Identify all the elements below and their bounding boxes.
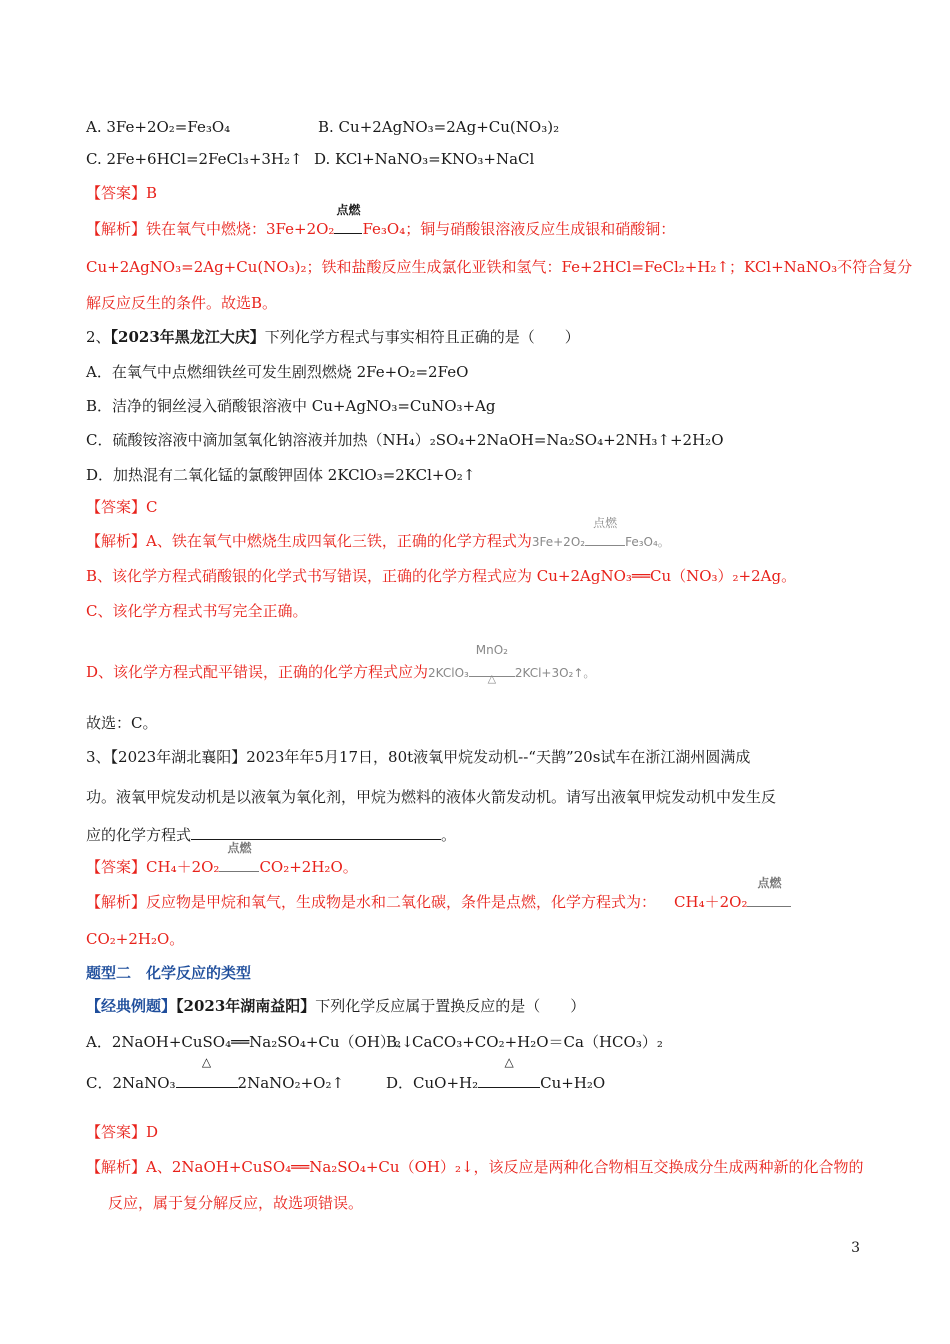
analysis-text: 反应物是甲烷和氧气，生成物是水和二氧化碳，条件是点燃，化学方程式为： (146, 893, 657, 911)
q1-analysis-line1 (86, 203, 676, 240)
example-analysis-line1 (86, 1156, 864, 1178)
q3-stem-line2: 功。液氧甲烷发动机是以液氧为氧化剂，甲烷为燃料的液体火箭发动机。请写出液氧甲烷发动机中发生反 (86, 788, 777, 806)
q2-option-c: C．硫酸铵溶液中滴加氢氧化钠溶液并加热（NH₄）₂SO₄+2NaOH=Na₂SO₄+2NH₃↑+2H₂O (86, 431, 724, 449)
example-analysis-line2: 反应，属于复分解反应，故选项错误。 (108, 1194, 364, 1212)
example-option-a: A．2NaOH+CuSO₄══Na₂SO₄+Cu（OH）₂↓ (86, 1033, 414, 1051)
q3-answer: 【答案】CH₄＋2O₂ 点燃 CO₂+2H₂O。 (86, 841, 358, 876)
answer-label: 【答案】 (86, 858, 147, 876)
q2-number: 2、 (86, 328, 111, 346)
q2-analysis-b: B、该化学方程式硝酸银的化学式书写错误，正确的化学方程式应为 Cu+2AgNO₃══Cu（NO₃）₂+2Ag。 (86, 567, 797, 585)
q1-option-a: A. 3Fe+2O₂=Fe₃O₄ (86, 118, 231, 136)
condition-mark: 点燃 (747, 891, 791, 913)
q1-analysis-line2: Cu+2AgNO₃=2Ag+Cu(NO₃)₂；铁和盐酸反应生成氯化亚铁和氢气：Fe+2HCl=FeCl₂+H₂↑；KCl+NaNO₃不符合复分 (86, 258, 913, 276)
q2-analysis-a (86, 516, 670, 553)
example-option-b: B．CaCO₃+CO₂+H₂O＝Ca（HCO₃）₂ (386, 1033, 663, 1051)
q2-stem (86, 326, 580, 348)
page-number: 3 (851, 1240, 860, 1256)
q3-stem-text: 2023年年5月17日，80t液氧甲烷发动机--“天鹊”20s试车在浙江湖州圆满成 (246, 748, 751, 766)
q3-source: 【2023年湖北襄阳】 (110, 748, 247, 766)
q1-option-d: D. KCl+NaNO₃=KNO₃+NaCl (314, 150, 535, 168)
example-stem (86, 995, 585, 1017)
section-title: 题型二 化学反应的类型 (86, 964, 252, 982)
q1-option-b: B. Cu+2AgNO₃=2Ag+Cu(NO₃)₂ (318, 118, 560, 136)
q1-answer: 【答案】B (86, 184, 158, 202)
q3-stem-text: 应的化学方程式 (86, 826, 192, 844)
q2-option-b: B．洁净的铜丝浸入硝酸银溶液中 Cu+AgNO₃=CuNO₃+Ag (86, 397, 496, 415)
condition-mark: 点燃 (334, 218, 362, 240)
q2-conclusion: 故选：C。 (86, 714, 158, 732)
analysis-label: 【解析】 (86, 1158, 147, 1176)
answer-blank[interactable] (191, 825, 441, 840)
analysis-text: D、该化学方程式配平错误，正确的化学方程式应为 (86, 663, 429, 681)
q2-source: 【2023年黑龙江大庆】 (110, 328, 265, 346)
condition-mark: △ (478, 1072, 540, 1094)
q2-analysis-d (86, 643, 596, 685)
q1-option-c: C. 2Fe+6HCl=2FeCl₃+3H₂↑ (86, 150, 303, 168)
equation-image: 2KClO₃ MnO₂ △ 2KCl+3O₂↑。 (428, 643, 596, 685)
condition-mark: △ (176, 1072, 238, 1094)
example-source: 【2023年湖南益阳】 (176, 997, 316, 1015)
analysis-text: A、铁在氧气中燃烧生成四氧化三铁，正确的化学方程式为 (146, 532, 532, 550)
analysis-text: A、2NaOH+CuSO₄══Na₂SO₄+Cu（OH）₂↓，该反应是两种化合物相互交换成分生成两种新的化合物的 (146, 1158, 864, 1176)
q2-analysis-c: C、该化学方程式书写完全正确。 (86, 602, 308, 620)
q2-option-a: A．在氧气中点燃细铁丝可发生剧烈燃烧 2Fe+O₂=2FeO (86, 363, 469, 381)
example-label: 【经典例题】 (86, 997, 177, 1015)
analysis-label: 【解析】 (86, 220, 147, 238)
example-answer: 【答案】D (86, 1123, 159, 1141)
q3-stem-line3: 应的化学方程式 。 (86, 826, 457, 844)
condition-mark: 点燃 (219, 856, 259, 878)
example-stem-text: 下列化学反应属于置换反应的是（ ） (315, 997, 586, 1015)
q2-option-d: D．加热混有二氧化锰的氯酸钾固体 2KClO₃=2KCl+O₂↑ (86, 466, 476, 484)
analysis-label: 【解析】 (86, 893, 147, 911)
analysis-label: 【解析】 (86, 532, 147, 550)
q1-analysis-line3: 解反应反生的条件。故选B。 (86, 294, 278, 312)
q3-number: 3、 (86, 748, 111, 766)
q2-stem-text: 下列化学方程式与事实相符且正确的是（ ） (264, 328, 580, 346)
q3-analysis-line1: 【解析】反应物是甲烷和氧气，生成物是水和二氧化碳，条件是点燃，化学方程式为： CH₄＋2O₂ 点燃 (86, 891, 791, 913)
example-option-c: C．2NaNO₃ △ 2NaNO₂+O₂↑ (86, 1055, 345, 1092)
q3-analysis-line2: CO₂+2H₂O。 (86, 930, 185, 948)
equation-image: 3Fe+2O₂ 点燃 Fe₃O₄。 (531, 516, 670, 549)
analysis-text: 铁在氧气中燃烧：3Fe+2O₂ (146, 220, 335, 238)
q3-stem-line1 (86, 746, 750, 768)
q2-answer: 【答案】C (86, 498, 158, 516)
example-option-d: D．CuO+H₂ △ Cu+H₂O (386, 1055, 606, 1092)
analysis-text-cont: Fe₃O₄；铜与硝酸银溶液反应生成银和硝酸铜： (362, 220, 676, 238)
